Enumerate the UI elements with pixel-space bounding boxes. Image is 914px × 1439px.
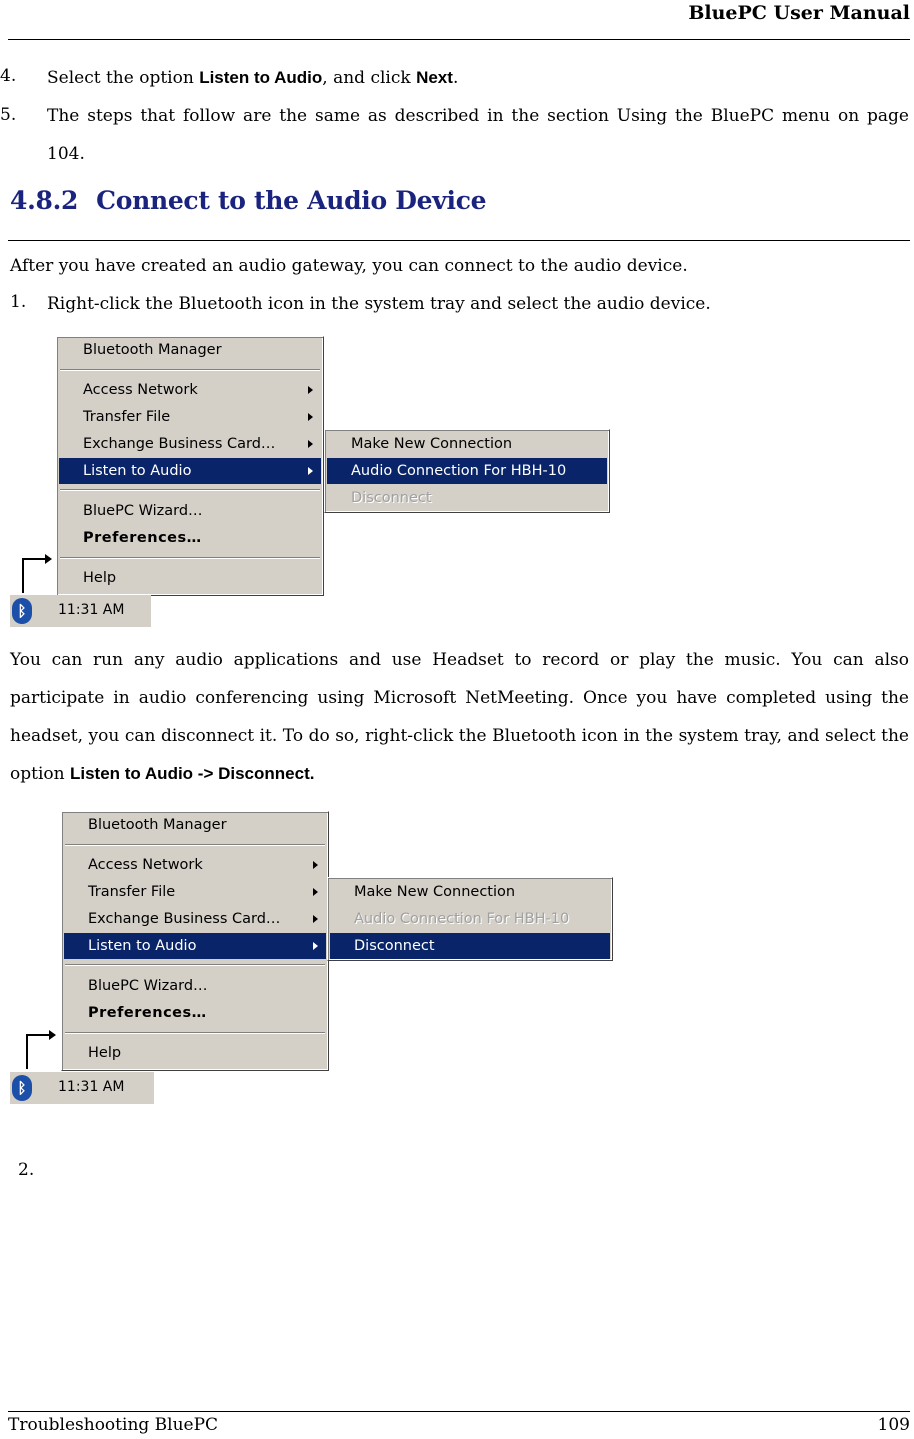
menu-item-preferences[interactable]: Preferences… bbox=[88, 1005, 207, 1021]
step-4-next: Next bbox=[416, 68, 453, 87]
menu-separator bbox=[60, 489, 320, 491]
footer-rule bbox=[8, 1411, 910, 1412]
section-title: Connect to the Audio Device bbox=[96, 186, 487, 215]
menu-separator bbox=[65, 1032, 325, 1034]
menu-item-preferences[interactable]: Preferences… bbox=[83, 530, 202, 546]
tray-clock: 11:31 AM bbox=[58, 1079, 125, 1095]
screenshot-menu-2 bbox=[0, 811, 620, 1107]
header-rule bbox=[8, 39, 910, 40]
step-5-number: 5. bbox=[0, 105, 17, 125]
footer-page-number: 109 bbox=[877, 1415, 910, 1435]
system-tray bbox=[10, 1072, 154, 1104]
menu-label: Transfer File bbox=[88, 884, 176, 900]
submenu bbox=[324, 429, 610, 513]
menu-item-help[interactable]: Help bbox=[88, 1045, 122, 1061]
screenshot-menu-1 bbox=[0, 336, 620, 631]
tray-clock: 11:31 AM bbox=[58, 602, 125, 618]
menu-label: Exchange Business Card… bbox=[88, 911, 281, 927]
pointer-line bbox=[26, 1035, 28, 1069]
submenu-arrow-icon bbox=[308, 467, 313, 475]
paragraph-option: Listen to Audio -> Disconnect. bbox=[69, 764, 315, 783]
submenu-item-make-new[interactable]: Make New Connection bbox=[354, 884, 516, 900]
paragraph-text bbox=[10, 641, 909, 793]
menu-label: Listen to Audio bbox=[88, 938, 197, 954]
bluetooth-icon[interactable]: ᛒ bbox=[12, 598, 32, 624]
step-5-text: The steps that follow are the same as described in the section Using the BluePC menu on page 104. bbox=[47, 106, 909, 164]
menu-item-transfer-file[interactable] bbox=[64, 879, 326, 905]
submenu-item-disconnect[interactable]: Disconnect bbox=[330, 933, 610, 959]
system-tray bbox=[10, 595, 151, 627]
menu-separator bbox=[65, 964, 325, 966]
submenu-arrow-icon bbox=[308, 413, 313, 421]
menu-item-access-network[interactable] bbox=[64, 852, 326, 878]
pointer-line bbox=[22, 558, 46, 560]
section-heading bbox=[10, 186, 486, 215]
step-1-number: 1. bbox=[10, 292, 27, 312]
submenu-arrow-icon bbox=[313, 888, 318, 896]
step-2-number: 2. bbox=[18, 1160, 35, 1180]
submenu-item-audio-connection: Audio Connection For HBH-10 bbox=[354, 911, 570, 927]
submenu-arrow-icon bbox=[313, 942, 318, 950]
menu-label: Access Network bbox=[83, 382, 198, 398]
menu-separator bbox=[65, 844, 325, 846]
menu-item-listen-audio[interactable] bbox=[59, 458, 321, 484]
pointer-line bbox=[22, 559, 24, 593]
menu-item-listen-audio[interactable] bbox=[64, 933, 326, 959]
pointer-line bbox=[26, 1034, 50, 1036]
submenu-item-make-new[interactable]: Make New Connection bbox=[351, 436, 513, 452]
submenu-arrow-icon bbox=[313, 861, 318, 869]
paragraph-body: You can run any audio applications and use Headset to record or play the music. You can also participate in audio conferencing using Microsoft NetMeeting. Once you have completed using the headset, you can disconnect it. To do so, right-click the Bluetooth icon in the system tray, and select the option bbox=[10, 650, 909, 784]
menu-label: Access Network bbox=[88, 857, 203, 873]
intro-text: After you have created an audio gateway, you can connect to the audio device. bbox=[10, 256, 688, 276]
menu-label: Listen to Audio bbox=[83, 463, 192, 479]
submenu-arrow-icon bbox=[308, 440, 313, 448]
menu-separator bbox=[60, 369, 320, 371]
section-rule bbox=[8, 240, 910, 241]
menu-item-exchange-card[interactable] bbox=[59, 431, 321, 457]
section-number: 4.8.2 bbox=[10, 186, 79, 215]
menu-item-bluetooth-manager[interactable]: Bluetooth Manager bbox=[83, 342, 222, 358]
menu-label: Exchange Business Card… bbox=[83, 436, 276, 452]
menu-separator bbox=[60, 557, 320, 559]
step-4-pre: Select the option bbox=[47, 68, 200, 88]
submenu-arrow-icon bbox=[313, 915, 318, 923]
submenu-arrow-icon bbox=[308, 386, 313, 394]
step-1-text: Right-click the Bluetooth icon in the system tray and select the audio device. bbox=[47, 294, 711, 314]
context-menu bbox=[56, 336, 324, 596]
context-menu bbox=[61, 811, 329, 1071]
menu-item-help[interactable]: Help bbox=[83, 570, 117, 586]
page-header-title: BluePC User Manual bbox=[688, 2, 910, 24]
menu-item-wizard[interactable]: BluePC Wizard… bbox=[83, 503, 203, 519]
menu-item-transfer-file[interactable] bbox=[59, 404, 321, 430]
submenu bbox=[327, 877, 613, 961]
step-4-mid: , and click bbox=[322, 68, 417, 88]
pointer-arrow-icon bbox=[45, 554, 52, 564]
menu-label: Transfer File bbox=[83, 409, 171, 425]
pointer-arrow-icon bbox=[49, 1030, 56, 1040]
footer-section: Troubleshooting BluePC bbox=[8, 1415, 219, 1435]
bluetooth-icon[interactable]: ᛒ bbox=[12, 1075, 32, 1101]
menu-item-exchange-card[interactable] bbox=[64, 906, 326, 932]
submenu-item-audio-connection[interactable]: Audio Connection For HBH-10 bbox=[327, 458, 607, 484]
step-4-text bbox=[47, 59, 458, 97]
submenu-item-disconnect: Disconnect bbox=[351, 490, 432, 506]
step-4-post: . bbox=[452, 68, 459, 88]
step-4-option: Listen to Audio bbox=[199, 68, 323, 87]
menu-item-bluetooth-manager[interactable]: Bluetooth Manager bbox=[88, 817, 227, 833]
menu-item-access-network[interactable] bbox=[59, 377, 321, 403]
menu-item-wizard[interactable]: BluePC Wizard… bbox=[88, 978, 208, 994]
step-4-number: 4. bbox=[0, 66, 17, 86]
